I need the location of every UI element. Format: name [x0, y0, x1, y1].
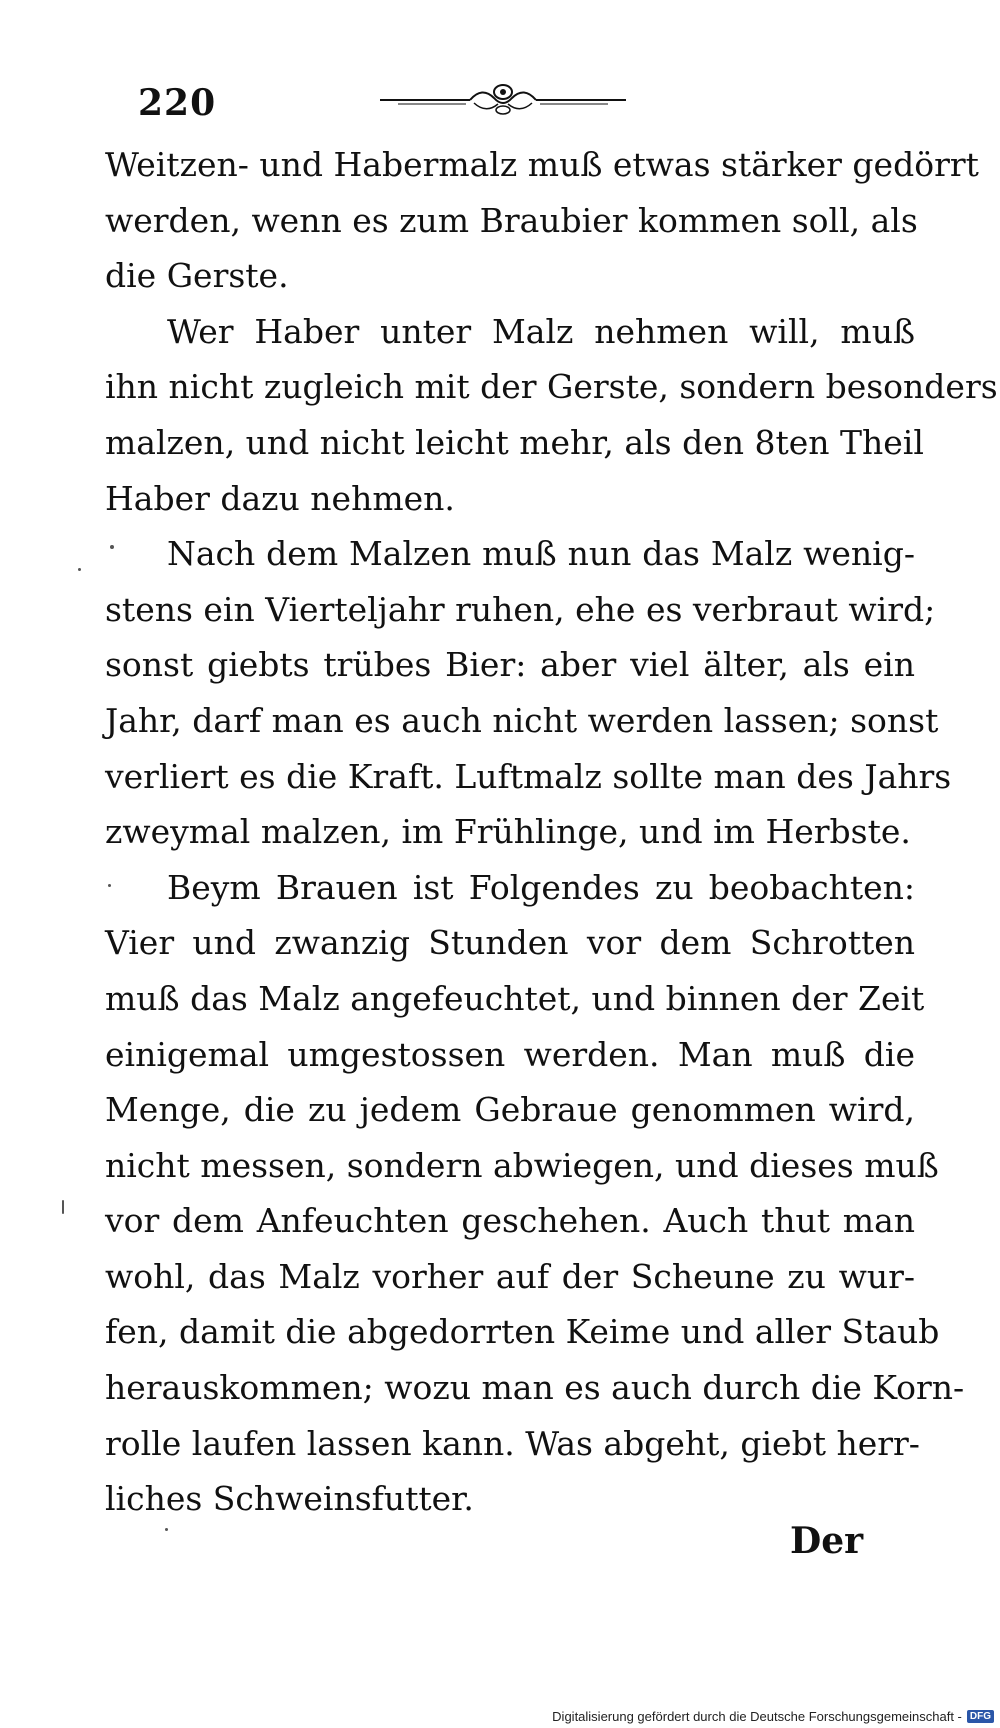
- digitization-footer: [552, 1709, 994, 1724]
- ornament-rule-icon: [378, 70, 628, 130]
- text-line: die Gerste.: [105, 256, 289, 296]
- text-line: verliert es die Kraft. Luftmalz sollte man des Jahrs: [105, 756, 952, 796]
- scan-speck: [165, 1528, 168, 1531]
- dfg-logo-icon: DFG: [967, 1710, 994, 1723]
- scan-speck: [78, 568, 81, 571]
- text-line: rolle laufen lassen kann. Was abgeht, giebt herr-: [105, 1423, 920, 1463]
- scan-speck: [110, 545, 114, 549]
- page-header: [0, 70, 1000, 130]
- text-line: fen, damit die abgedorrten Keime und aller Staub: [105, 1312, 940, 1352]
- text-line: wohl, das Malz vorher auf der Scheune zu wur-: [105, 1256, 915, 1296]
- text-line: Weitzen- und Habermalz muß etwas stärker gedörrt: [105, 145, 979, 184]
- text-line: liches Schweinsfutter.: [105, 1479, 474, 1519]
- footer-credit: Digitalisierung gefördert durch die Deutsche Forschungsgemeinschaft -: [552, 1709, 962, 1724]
- text-line: Menge, die zu jedem Gebraue genommen wird,: [105, 1090, 915, 1130]
- text-line: malzen, und nicht leicht mehr, als den 8ten Theil: [105, 422, 924, 462]
- text-line: werden, wenn es zum Braubier kommen soll, als: [105, 200, 918, 240]
- text-line: nicht messen, sondern abwiegen, und dieses muß: [105, 1145, 939, 1185]
- text-line: vor dem Anfeuchten geschehen. Auch thut man: [105, 1201, 915, 1241]
- text-line: Wer Haber unter Malz nehmen will, muß: [167, 311, 915, 351]
- text-line: sonst giebts trübes Bier: aber viel älter, als ein: [105, 645, 915, 685]
- page-number: 220: [138, 82, 217, 124]
- text-line: einigemal umgestossen werden. Man muß die: [105, 1034, 915, 1074]
- text-line: muß das Malz angefeuchtet, und binnen der Zeit: [105, 978, 925, 1018]
- scan-speck: [108, 884, 111, 887]
- text-line: stens ein Vierteljahr ruhen, ehe es verbraut wird;: [105, 589, 936, 629]
- catchword: Der: [790, 1520, 864, 1562]
- body-text: [105, 137, 998, 1527]
- text-line: Beym Brauen ist Folgendes zu beobachten:: [167, 867, 915, 907]
- text-line: ihn nicht zugleich mit der Gerste, sondern besonders: [105, 367, 998, 407]
- text-line: Haber dazu nehmen.: [105, 478, 455, 518]
- text-line: Nach dem Malzen muß nun das Malz wenig-: [167, 534, 915, 574]
- text-line: herauskommen; wozu man es auch durch die Korn-: [105, 1368, 965, 1408]
- text-line: Vier und zwanzig Stunden vor dem Schrotten: [105, 923, 915, 963]
- scan-speck: [62, 1200, 64, 1214]
- text-line: zweymal malzen, im Frühlinge, und im Herbste.: [105, 812, 911, 852]
- text-line: Jahr, darf man es auch nicht werden lassen; sonst: [105, 700, 939, 740]
